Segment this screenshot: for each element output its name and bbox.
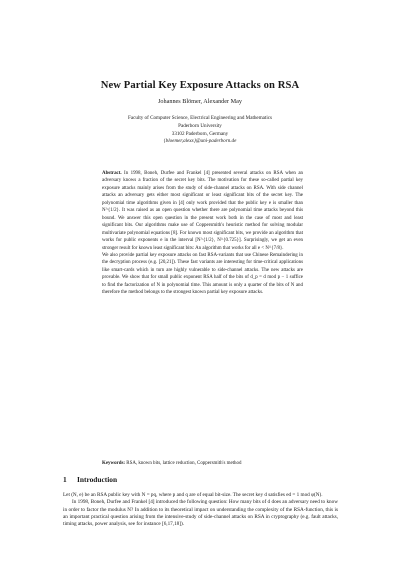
paper-authors: Johannes Blömer, Alexander May (158, 98, 242, 105)
section-number: 1 (63, 475, 67, 484)
abstract-text-1: In 1998, Boneh, Durfee and Frankel [4] presented several attacks on RSA when an adversary knows a fraction of the secret key bits. The motivation for these so-called partial key exposure attacks mainly arises from the study of side-channel attacks on RSA. With side channel attacks an adversary gets either most significant or least significant bits of the secret key. The polynomial time algorithms given in [4] only work provided that the public key e is smaller than N^{1/2}. It was raised as an open question whether there are polynomial time attacks beyond this bound. We answer this open question in the present work both in the case of most and least significant bits. Our algorithms make use of Coppersmith's heuristic method for solving modular multivariate polynomial equations [8]. For known most significant bits, we provide an algorithm that works for public exponents e in the interval [N^{1/2}, N^{0.725}]. Surprisingly, we get an even stronger result for known least significant bits: An algorithm that works for all e < N^{7/8}. (102, 171, 303, 251)
affiliation-line-faculty: Faculty of Computer Science, Electrical Engineering and Mathematics (128, 115, 272, 121)
section-heading (63, 475, 343, 484)
keywords-label: Keywords: (102, 461, 126, 466)
abstract-paragraph-2: We also provide partial key exposure attacks on fast RSA-variants that use Chinese Remaindering in the decryption process (e.g. [20,21]). These fast variants are interesting for time-critical applications like smart-cards which in turn are highly vulnerable to side-channel attacks. The new attacks are provable. We show that for small public exponent RSA half of the bits of d_p = d mod p − 1 suffice to find the factorization of N in polynomial time. This amount is only a quarter of the bits of N and therefore the method belongs to the strongest known partial key exposure attacks. (102, 252, 303, 296)
abstract-paragraph-1 (102, 170, 303, 252)
abstract-label: Abstract. (102, 171, 122, 176)
keywords-block (102, 460, 303, 467)
affiliation-line-university: Paderborn University (178, 122, 222, 129)
keywords-text: RSA, known bits, lattice reduction, Coppersmith's method (126, 461, 242, 466)
affiliation-email: {bloemer,alexx}@uni-paderborn.de (163, 138, 237, 145)
intro-paragraph-1: Let (N, e) be an RSA public key with N = pq, where p and q are of equal bit-size. The secret key d satisfies ed = 1 mod φ(N). (63, 492, 323, 498)
intro-paragraph-2: In 1998, Boneh, Durfee and Frankel [4] introduced the following question: How many bits of d does an adversary need to know in order to factor the modulus N? In addition to its theoretical impact on understanding the complexity of the RSA-function, this is an important practical question arising from the intensive-study of side-channel attacks on RSA in cryptography (e.g. fault attacks, timing attacks, power analysis, see for instance [6,17,18]). (63, 499, 338, 528)
abstract-block (102, 170, 303, 297)
intro-body (63, 492, 338, 529)
paper-title: New Partial Key Exposure Attacks on RSA (100, 80, 300, 91)
affiliation-line-address: 33102 Paderborn, Germany (171, 130, 229, 137)
section-title: Introduction (77, 475, 118, 484)
affiliation-block (0, 115, 400, 146)
